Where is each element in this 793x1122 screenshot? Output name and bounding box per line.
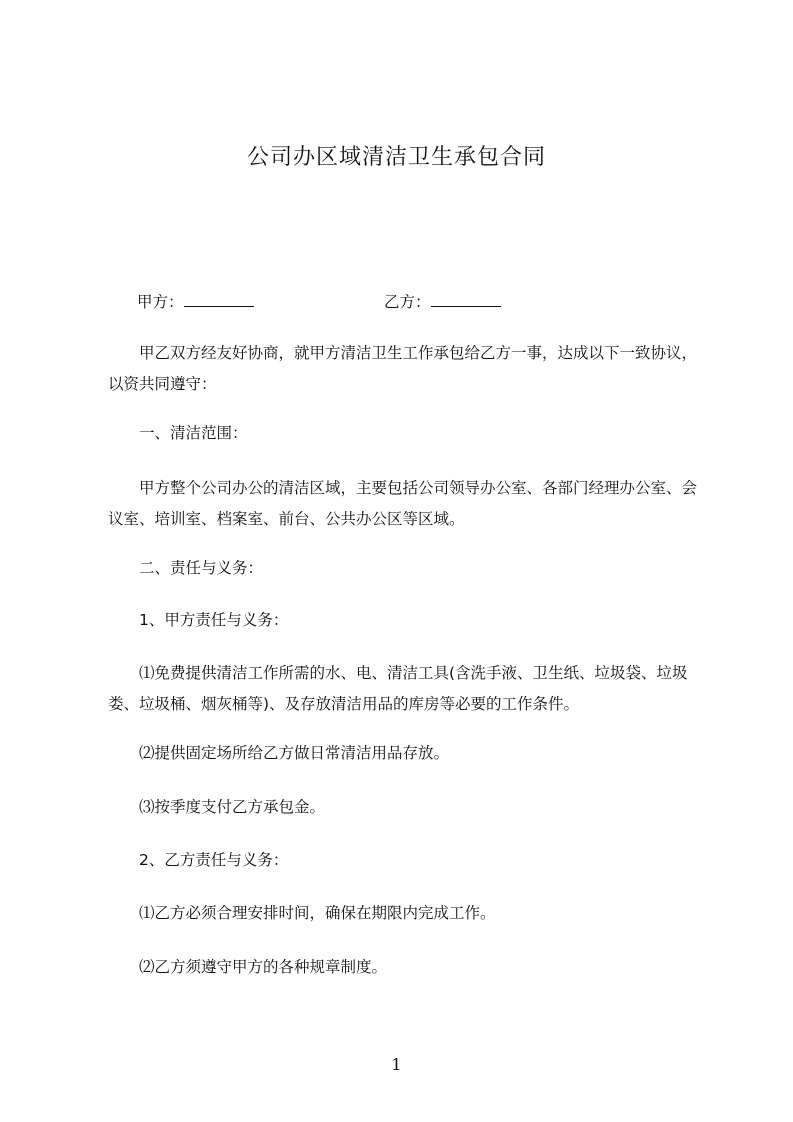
party-a-field	[137, 290, 254, 312]
party-b-duty-1: ⑴乙方必须合理安排时间，确保在期限内完成工作。	[139, 904, 496, 922]
party-a-label: 甲方：	[137, 293, 184, 311]
page-number: 1	[391, 1055, 402, 1074]
party-b-label: 乙方：	[384, 293, 431, 311]
intro-paragraph: 甲乙双方经友好协商，就甲方清洁卫生工作承包给乙方一事，达成以下一致协议，以资共同遵守：	[108, 344, 698, 393]
section1-heading: 一、清洁范围：	[139, 424, 248, 442]
party-b-blank	[431, 292, 501, 307]
party-a-duty-2: ⑵提供固定场所给乙方做日常清洁用品存放。	[139, 744, 450, 762]
party-b-duty-2: ⑵乙方须遵守甲方的各种规章制度。	[139, 958, 388, 976]
party-a-blank	[184, 292, 254, 307]
party-b-duties-heading: 2、乙方责任与义务：	[139, 851, 289, 869]
party-b-field	[384, 290, 501, 312]
party-a-duty-3: ⑶按季度支付乙方承包金。	[139, 798, 326, 816]
section1-body: 甲方整个公司办公的清洁区域，主要包括公司领导办公室、各部门经理办公室、会议室、培训室、档案室、前台、公共办公区等区域。	[108, 479, 698, 528]
party-a-duty-1: ⑴免费提供清洁工作所需的水、电、清洁工具(含洗手液、卫生纸、垃圾袋、垃圾娄、垃圾桶、烟灰桶等)、及存放清洁用品的库房等必要的工作条件。	[108, 664, 688, 713]
document-title: 公司办区域清洁卫生承包合同	[246, 145, 546, 170]
section2-heading: 二、责任与义务：	[139, 559, 264, 577]
party-a-duties-heading: 1、甲方责任与义务：	[139, 611, 289, 629]
